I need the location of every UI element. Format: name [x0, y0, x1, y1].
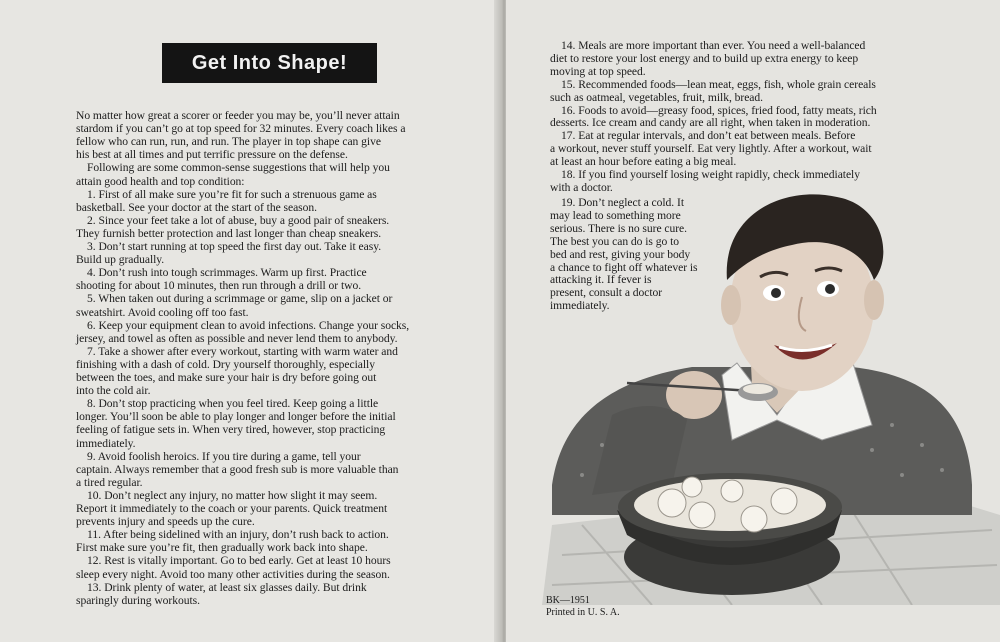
text-line: moving at top speed. — [550, 64, 646, 78]
text-line: serious. There is no sure cure. — [550, 221, 687, 235]
text-line: attacking it. If fever is — [550, 273, 652, 287]
text-line: basketball. See your doctor at the start of the season. — [76, 200, 317, 214]
text-line: shooting for about 10 minutes, then run through a drill or two. — [76, 279, 362, 293]
text-line: 1. First of all make sure you’re fit for such a strenuous game as — [87, 187, 377, 201]
text-line: immediately. — [550, 299, 610, 313]
text-line: Following are some common-sense suggestions that will help you — [87, 161, 390, 175]
print-code: BK—1951 — [546, 595, 590, 606]
text-line: 17. Eat at regular intervals, and don’t eat between meals. Before — [561, 129, 856, 143]
text-line: bed and rest, giving your body — [550, 247, 691, 261]
text-line: 7. Take a shower after every workout, starting with warm water and — [87, 344, 398, 358]
text-line: 12. Rest is vitally important. Go to bed early. Get at least 10 hours — [87, 554, 391, 568]
text-line: at least an hour before eating a big meal. — [550, 155, 737, 169]
text-line: 2. Since your feet take a lot of abuse, buy a good pair of sneakers. — [87, 213, 390, 227]
text-line: Report it immediately to the coach or your parents. Quick treatment — [76, 502, 388, 515]
text-line: 4. Don’t rush into tough scrimmages. Warm up first. Practice — [87, 266, 367, 280]
text-line: prevents injury and speeds up the cure. — [76, 515, 255, 529]
text-line: sleep every night. Avoid too many other activities during the season. — [76, 567, 390, 581]
text-line: may lead to something more — [550, 208, 681, 222]
text-line: 3. Don’t start running at top speed the first day out. Take it easy. — [87, 240, 382, 253]
text-line: 15. Recommended foods—lean meat, eggs, fish, whole grain cereals — [561, 77, 876, 91]
text-line: attain good health and top condition: — [76, 174, 245, 188]
text-line: 11. After being sidelined with an injury, don’t rush back to action. — [87, 528, 389, 542]
text-line: 14. Meals are more important than ever. You need a well-balanced — [561, 39, 866, 52]
text-line: sweatshirt. Avoid cooling off too fast. — [76, 305, 249, 319]
text-line: 18. If you find yourself losing weight rapidly, check immediately — [561, 168, 860, 181]
text-line: into the cold air. — [76, 384, 151, 398]
text-line: 13. Drink plenty of water, at least six glasses daily. But drink — [87, 580, 367, 594]
text-line: 19. Don’t neglect a cold. It — [561, 196, 684, 209]
text-line: The best you can do is go to — [550, 234, 680, 248]
text-line: feeling of fatigue sets in. When very tired, however, stop practicing — [76, 423, 386, 437]
text-line: 8. Don’t stop practicing when you feel tired. Keep going a little — [87, 397, 379, 411]
text-line: stardom if you can’t go at top speed for 32 minutes. Every coach likes a — [76, 122, 406, 136]
text-line: 9. Avoid foolish heroics. If you tire during a game, tell your — [87, 449, 361, 463]
text-line: present, consult a doctor — [550, 286, 663, 300]
text-line: a tired regular. — [76, 475, 143, 489]
text-line: fellow who can run, run, and run. The player in top shape can give — [76, 135, 381, 149]
text-line: his best at all times and put terrific pressure on the defense. — [76, 148, 348, 162]
right-page — [506, 0, 1000, 642]
right-ear — [864, 280, 884, 320]
page-title-banner — [162, 43, 377, 83]
boy-eating-cereal-illustration — [522, 185, 1000, 605]
text-line: Build up gradually. — [76, 253, 165, 267]
text-line: between the toes, and make sure your hair is dry before going out — [76, 371, 377, 384]
left-ear — [721, 285, 741, 325]
text-line: a chance to fight off whatever is — [550, 260, 698, 274]
text-line: a workout, never stuff yourself. Eat very lightly. After a workout, wait — [550, 142, 872, 156]
text-line: such as oatmeal, vegetables, fruit, milk, bread. — [550, 90, 763, 104]
text-line: 10. Don’t neglect any injury, no matter how slight it may seem. — [87, 488, 378, 502]
text-line: sparingly during workouts. — [76, 593, 200, 607]
text-line: 5. When taken out during a scrimmage or game, slip on a jacket or — [87, 292, 393, 306]
text-line: finishing with a dash of cold. Dry yourself thoroughly, especially — [76, 357, 375, 371]
text-line: jersey, and towel as often as possible and never lend them to anybody. — [76, 331, 398, 345]
text-line: captain. Always remember that a good fresh sub is more valuable than — [76, 462, 399, 476]
text-line: First make sure you’re fit, then gradually work back into shape. — [76, 541, 368, 555]
text-line: longer. You’ll soon be able to play longer and longer before the initial — [76, 410, 396, 424]
text-line: No matter how great a scorer or feeder you may be, you’ll never attain — [76, 109, 400, 122]
text-line: diet to restore your lost energy and to build up extra energy to keep — [550, 51, 859, 65]
text-line: They furnish better protection and last longer than cheap sneakers. — [76, 226, 382, 240]
text-line: desserts. Ice cream and candy are all right, when taken in moderation. — [550, 116, 871, 130]
page-title: Get Into Shape! — [191, 51, 348, 74]
text-line: 16. Foods to avoid—greasy food, spices, fried food, fatty meats, rich — [561, 103, 877, 117]
print-location: Printed in U. S. A. — [546, 607, 620, 618]
text-line: 6. Keep your equipment clean to avoid infections. Change your socks, — [87, 318, 410, 332]
text-line: immediately. — [76, 436, 136, 450]
text-line: with a doctor. — [550, 180, 613, 194]
